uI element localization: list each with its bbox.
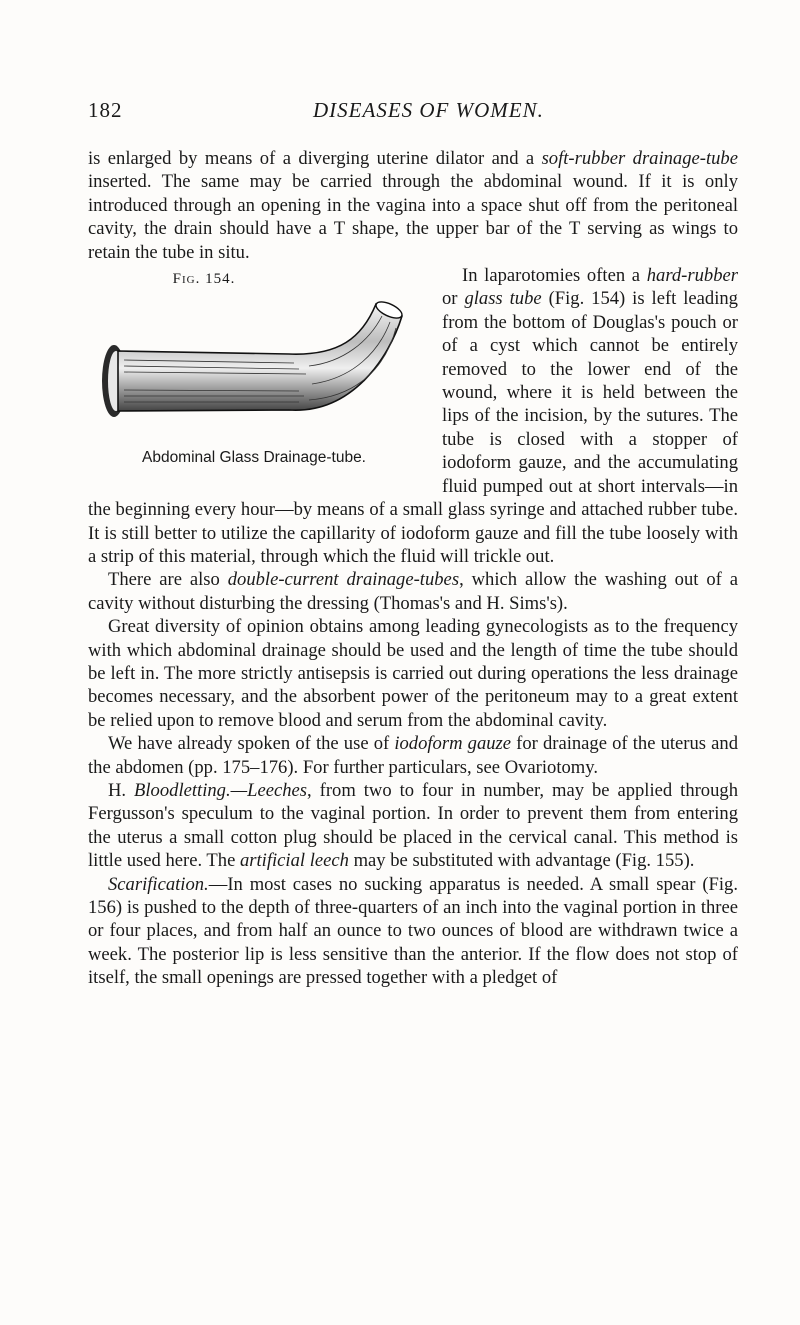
running-header bbox=[88, 98, 738, 130]
paragraph-2: In laparotomies often a hard-rubber or glass tube (Fig. 154) is left leading from the bottom of Douglas's pouch or of a cyst which cannot be entirely removed to the lower end of the wound, where it is held between the lips of the incision, by the sutures. The tube is closed with a stopper of iodoform gauze, and the accumulating fluid pumped out at short intervals—in the beginning every hour—by means of a small glass syringe and attached rubber tube. It is still better to utilize the capillarity of iodoform gauze and fill the tube loosely with a strip of this material, through which the fluid will trickle out. bbox=[88, 265, 738, 567]
page-body bbox=[88, 147, 738, 990]
term-scarification: Scarification. bbox=[108, 873, 209, 895]
running-title: DISEASES OF WOMEN. bbox=[313, 98, 544, 122]
term-bloodletting: Bloodletting.—Leeches bbox=[134, 779, 308, 801]
page-number: 182 bbox=[88, 98, 123, 122]
term-glass-tube: glass tube bbox=[464, 288, 542, 310]
paragraph-6: H. Bloodletting.—Leeches, from two to four in number, may be applied through Fergusson's speculum to the vaginal portion. In order to prevent them from entering the uterus a small cotton plug should be placed in the cervical canal. This method is little used here. The artificial leech may be substituted with advantage (Fig. 155). bbox=[88, 779, 738, 872]
paragraph-4: Great diversity of opinion obtains among leading gynecologists as to the frequency with which abdominal drainage should be used and the length of time the tube should be left in. The more strictly antisepsis is carried out during operations the less drainage becomes necessary, and the absorbent power of the peritoneum may to a great extent be relied upon to remove blood and serum from the abdominal cavity. bbox=[88, 616, 738, 731]
term-iodoform-gauze: iodoform gauze bbox=[394, 733, 512, 755]
term-hard-rubber: hard-rubber bbox=[646, 265, 738, 287]
paragraph-5: We have already spoken of the use of iodoform gauze for drainage of the uterus and the abdomen (pp. 175–176). For further particulars, see Ovariotomy. bbox=[88, 733, 738, 778]
term-artificial-leech: artificial leech bbox=[239, 850, 349, 872]
term-soft-rubber-tube: soft-rubber drainage-tube bbox=[541, 148, 738, 169]
glass-drainage-tube-illustration bbox=[84, 296, 424, 441]
paragraph-7: Scarification.—In most cases no sucking apparatus is needed. A small spear (Fig. 156) is pushed to the depth of three-quarters of an inch into the vaginal portion in three or four places, and from half an ounce to two ounces of blood are withdrawn twice a week. The posterior lip is less sensitive than the anterior. If the flow does not stop of itself, the small openings are pressed together with a pledget of bbox=[88, 873, 738, 989]
figure-caption: Abdominal Glass Drainage-tube. bbox=[141, 449, 366, 467]
figure-label: Fig. 154. bbox=[172, 271, 236, 288]
paragraph-1: is enlarged by means of a diverging uterine dilator and a soft-rubber drainage-tube inserted. The same may be carried through the abdominal wound. If it is only introduced through an opening in the vagina into a space shut off from the peritoneal cavity, the drain should have a T shape, the upper bar of the T serving as wings to retain the tube in situ. bbox=[88, 148, 738, 263]
paragraph-3: There are also double-current drainage-tubes, which allow the washing out of a cavity without disturbing the dressing (Thomas's and H. Sims's). bbox=[88, 569, 738, 614]
figure-154 bbox=[84, 266, 424, 482]
term-double-current: double-current drainage-tubes bbox=[227, 569, 460, 591]
